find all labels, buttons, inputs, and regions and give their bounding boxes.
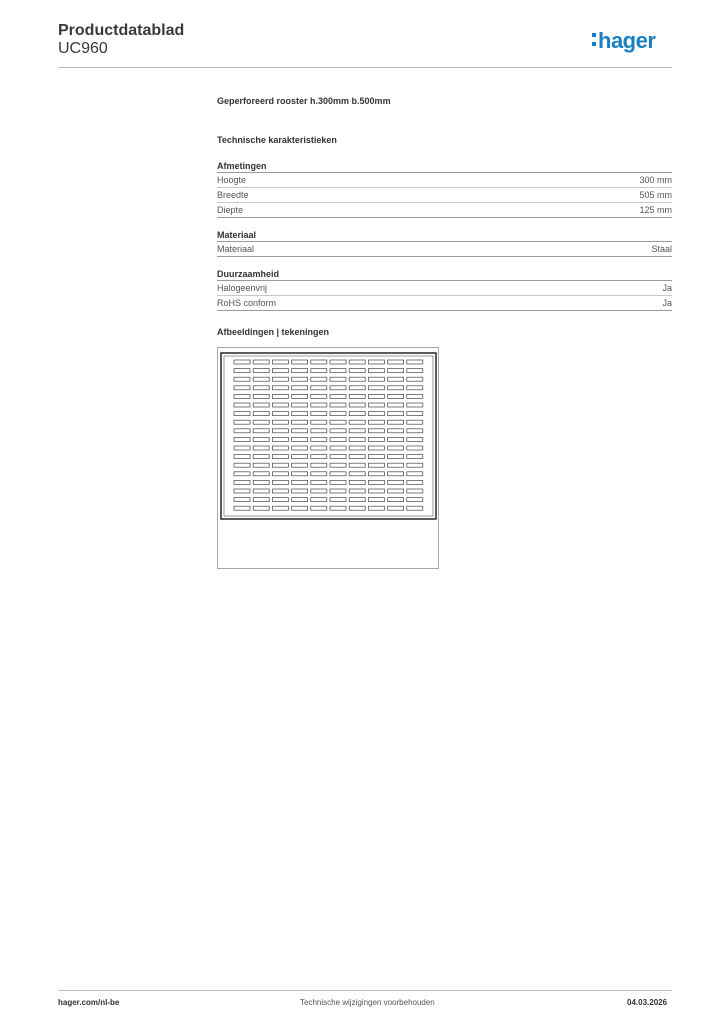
footer-note: Technische wijzigingen voorbehouden: [300, 998, 435, 1007]
spec-row: [217, 188, 672, 203]
spec-label: Materiaal: [217, 244, 255, 254]
spec-label: RoHS conform: [217, 298, 277, 308]
spec-label: Diepte: [217, 205, 244, 215]
spec-row: [217, 296, 672, 311]
spec-value: 505 mm: [639, 190, 672, 200]
images-heading: Afbeeldingen | tekeningen: [217, 327, 330, 337]
footer-divider: [58, 990, 672, 991]
spec-section-durability: [217, 269, 672, 311]
spec-section-dimensions: [217, 161, 672, 218]
product-specs: [217, 96, 672, 311]
section-title: Duurzaamheid: [217, 269, 280, 279]
section-title: Materiaal: [217, 230, 257, 240]
spec-label: Hoogte: [217, 175, 247, 185]
product-description: Geperforeerd rooster h.300mm b.500mm: [217, 96, 391, 106]
footer-date: 04.03.2026: [627, 998, 668, 1007]
spec-section-material: [217, 230, 672, 257]
spec-row: [217, 173, 672, 188]
product-drawing: [217, 347, 439, 569]
spec-value: Staal: [651, 244, 672, 254]
spec-label: Breedte: [217, 190, 249, 200]
spec-value: 125 mm: [639, 205, 672, 215]
footer-website[interactable]: hager.com/nl-be: [58, 998, 120, 1007]
hager-logo: [592, 28, 655, 54]
spec-value: 300 mm: [639, 175, 672, 185]
header-title: Productdatablad: [58, 22, 185, 39]
perforated-grid-drawing-icon: [218, 348, 438, 568]
section-title: Afmetingen: [217, 161, 267, 171]
spec-value: Ja: [662, 283, 672, 293]
spec-row: [217, 281, 672, 296]
header-divider: [58, 67, 672, 68]
product-code: UC960: [58, 40, 108, 57]
logo-dots-icon: [592, 33, 596, 49]
spec-row: [217, 203, 672, 218]
tech-heading: Technische karakteristieken: [217, 135, 337, 145]
logo-text: hager: [598, 28, 656, 53]
spec-label: Halogeenvrij: [217, 283, 268, 293]
spec-value: Ja: [662, 298, 672, 308]
spec-row: [217, 242, 672, 257]
